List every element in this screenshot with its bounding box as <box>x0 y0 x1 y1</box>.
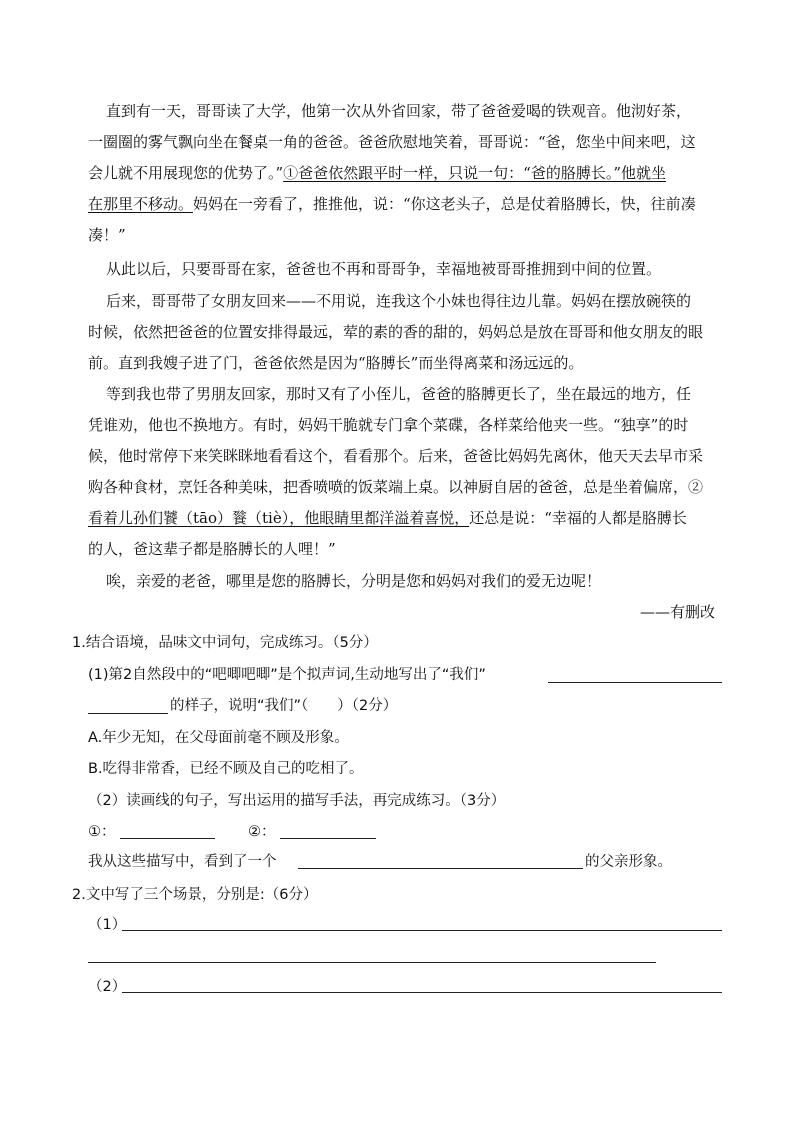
passage-line: 候，他时常停下来笑眯眯地看看这个，看看那个。后来，爸爸比妈妈先离休，他天天去早市采 <box>88 447 704 465</box>
question-1-3-text: 我从这些描写中，看到了一个 <box>88 854 277 870</box>
answer-line-2-1b[interactable] <box>88 962 656 963</box>
option-b: B.吃得非常香，已经不顾及自己的吃相了。 <box>88 761 364 777</box>
marker-1-label: ①： <box>88 824 116 840</box>
passage-line <box>88 162 666 184</box>
passage-text: 还总是说：“幸福的人都是胳膊长 <box>469 509 687 527</box>
answer-blank-1b[interactable] <box>88 713 168 714</box>
question-2-title: 2.文中写了三个场景，分别是:（6分） <box>72 887 318 903</box>
question-1-3-text-end: 的父亲形象。 <box>585 854 672 870</box>
passage-line: 一圈圈的雾气飘向坐在餐桌一角的爸爸。爸爸欣慰地笑着，哥哥说：“爸，您坐中间来吧，这 <box>88 133 696 151</box>
question-1-title: 1.结合语境，品味文中词句，完成练习。（5分） <box>72 635 378 651</box>
passage-line: 的人，爸这辈子都是胳膊长的人哩！” <box>88 540 336 558</box>
passage-line: 凭谁劝，他也不换地方。有时，妈妈干脆就专门拿个菜碟，各样菜给他夹一些。“独享”的时 <box>88 416 689 434</box>
question-2-2-label: （2） <box>88 979 127 995</box>
passage-line: 直到有一天，哥哥读了大学，他第一次从外省回家，带了爸爸爱喝的铁观音。他沏好茶， <box>106 102 692 120</box>
underlined-sentence-1: ①爸爸依然跟平时一样，只说一句：“爸的胳膊长。”他就坐 <box>283 164 667 182</box>
passage-line: 后来，哥哥带了女朋友回来——不用说，连我这个小妹也得往边儿靠。妈妈在摆放碗筷的 <box>106 292 692 310</box>
passage-line: 前。直到我嫂子进了门，爸爸依然是因为“胳膊长”而坐得离菜和汤远远的。 <box>88 354 584 372</box>
answer-line-2-1a[interactable] <box>122 930 722 931</box>
passage-line: 购各种食材，烹饪各种美味，把香喷喷的饭菜端上桌。以神厨自居的爸爸，总是坐着偏席，② <box>88 478 704 496</box>
passage-text: 会儿就不用展现您的优势了。” <box>88 164 284 182</box>
answer-line-2-2a[interactable] <box>122 992 722 993</box>
passage-text: 妈妈在一旁看了，推推他，说：“你这老头子，总是仗着胳膊长，快，往前凑 <box>193 195 696 213</box>
question-1-1-text: (1)第2自然段中的“吧唧吧唧”是个拟声词,生动地写出了“我们” <box>88 667 486 683</box>
question-2-1-label: （1） <box>88 917 127 933</box>
answer-blank-1a[interactable] <box>548 682 722 683</box>
answer-blank-mark1[interactable] <box>120 838 215 839</box>
passage-line: 等到我也带了男朋友回家，那时又有了小侄儿，爸爸的胳膊更长了，坐在最远的地方，任 <box>106 385 692 403</box>
option-a: A.年少无知，在父母面前毫不顾及形象。 <box>88 730 349 746</box>
question-1-1-text-cont: 的样子，说明“我们”（ ）（2分） <box>170 698 398 714</box>
passage-line <box>88 193 696 215</box>
underlined-sentence-1-end: 在那里不移动。 <box>88 195 194 213</box>
passage-line: 凑！” <box>88 226 126 244</box>
passage-line: 时候，依然把爸爸的位置安排得最远，荤的素的香的甜的，妈妈总是放在哥哥和他女朋友的眼 <box>88 323 704 341</box>
answer-blank-father-image[interactable] <box>298 868 583 869</box>
marker-2-label: ②： <box>248 824 276 840</box>
answer-blank-mark2[interactable] <box>280 838 376 839</box>
passage-line: 唉，亲爱的老爸，哪里是您的胳膊长，分明是您和妈妈对我们的爱无边呢！ <box>106 572 602 590</box>
passage-line <box>88 507 687 529</box>
source-note: ——有删改 <box>640 603 716 621</box>
passage-line: 从此以后，只要哥哥在家，爸爸也不再和哥哥争，幸福地被哥哥推拥到中间的位置。 <box>106 260 662 278</box>
underlined-sentence-2: 看着儿孙们饕（tāo）餮（tiè），他眼睛里都洋溢着喜悦， <box>88 509 470 527</box>
question-1-2-text: （2）读画线的句子，写出运用的描写手法，再完成练习。（3分） <box>88 793 506 809</box>
